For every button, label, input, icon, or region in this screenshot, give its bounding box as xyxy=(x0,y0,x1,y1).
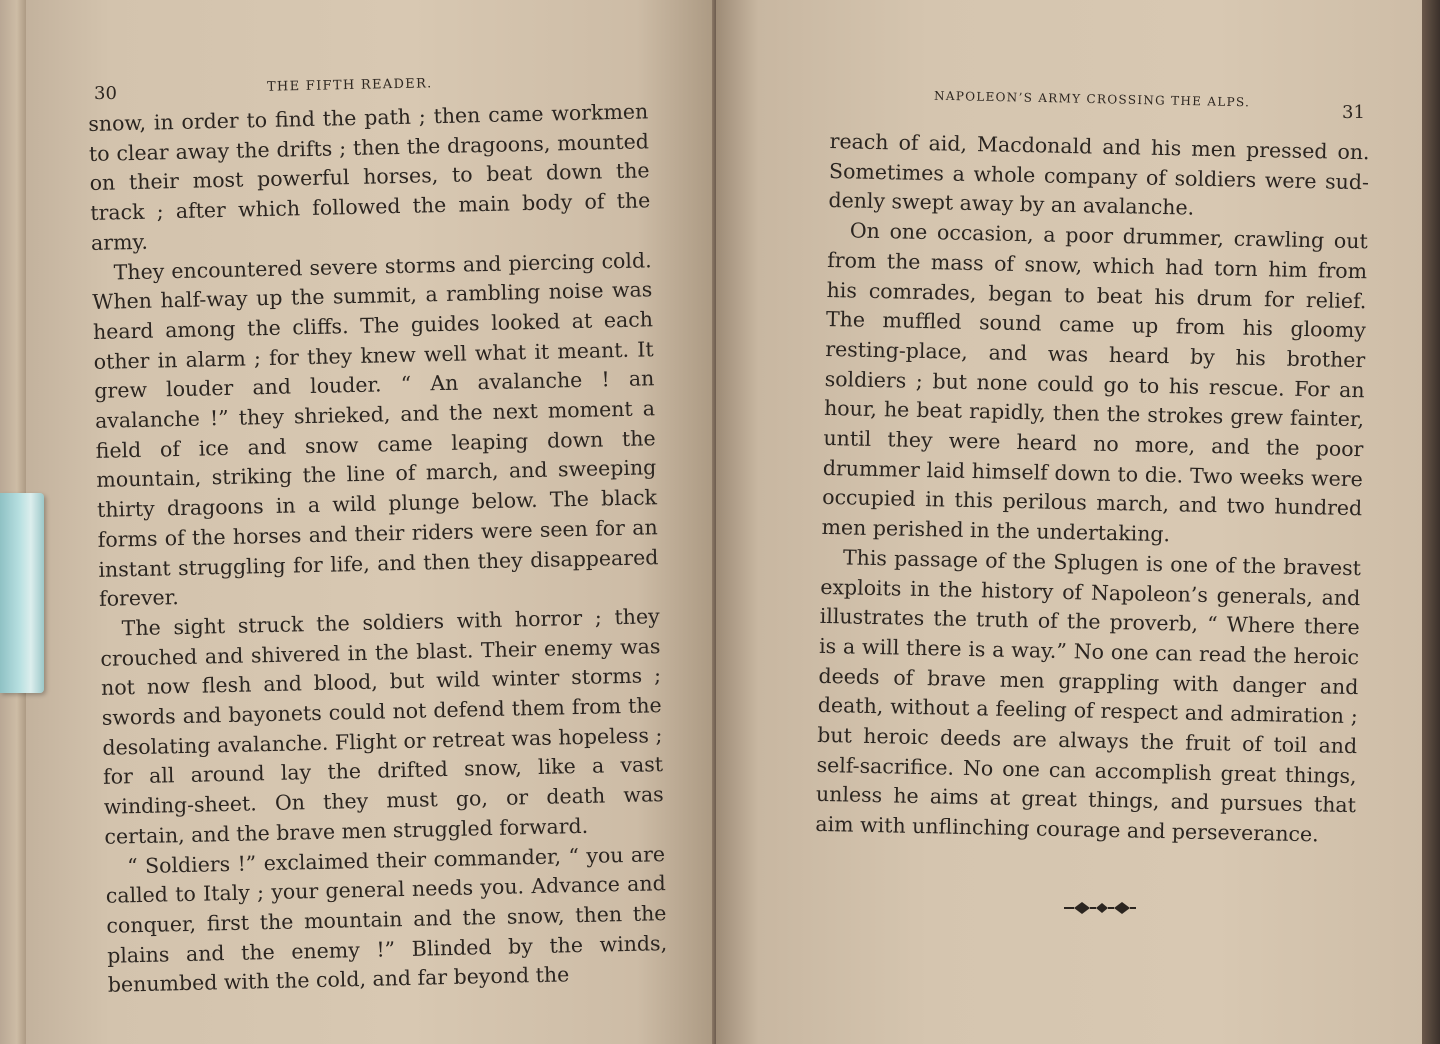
page-number-right: 31 xyxy=(1342,102,1365,123)
paragraph: This passage of the Splugen is one of the bravest exploits in the history of Napoleon’s generals, and illustrates the truth of the proverb, “ Where there is a will there is a way.” No one can read the heroic deeds of brave men grappling with danger and death, without a feeling of respect and admiration ; but heroic deeds are always the fruit of toil and self-sacrifice. No one can accomplish great things, unless he aims at great things, and pursues that aim with unflinching courage and perseverance. xyxy=(815,545,1362,847)
right-page-text xyxy=(815,127,1370,851)
paragraph: The sight struck the soldiers with horror ; they crouched and shivered in the blast. Their enemy was not now flesh and blood, but wild winter storms ; swords and bayonets could not defend them from the desolating avalanche. Flight or retreat was hopeless ; for all around lay the drifted snow, like a vast winding-sheet. On they must go, or death was certain, and the brave men struggled forward. xyxy=(100,604,664,849)
running-head-left: THE FIFTH READER. xyxy=(266,76,433,95)
end-ornament-icon xyxy=(1062,896,1138,920)
paragraph: reach of aid, Macdonald and his men pressed on. Sometimes a whole company of soldiers were suddenly swept away by an avalanche. xyxy=(828,128,1370,221)
paragraph: snow, in order to find the path ; then came workmen to clear away the drifts ; then the dragoons, mounted on their most powerful horses, to beat down the track ; after which followed the main body of the army. xyxy=(88,99,651,255)
paragraph: On one occasion, a poor drummer, crawling out from the mass of snow, which had torn him from his comrades, began to beat his drum for relief. The muffled sound came up from his gloomy resting-place, and was heard by his brother soldiers ; but none could go to his rescue. For an hour, he beat rapidly, then the strokes grew fainter, until they were heard no more, and the poor drummer laid himself down to die. Two weeks were occupied in this perilous march, and two hundred men perished in the undertaking. xyxy=(821,218,1368,547)
left-page xyxy=(26,0,720,1044)
paragraph: They encountered severe storms and piercing cold. When half-way up the summit, a rambling noise was heard among the cliffs. The guides looked at each other in alarm ; for they knew well what it meant. It grew louder and louder. “ An avalanche ! an avalanche !” they shrieked, and the next moment a field of ice and snow came leaping down the mountain, striking the line of march, and sweeping thirty dragoons in a wild plunge below. The black forms of the horses and their riders were seen for an instant struggling for life, and then they disappeared forever. xyxy=(92,247,659,612)
page-number-left: 30 xyxy=(94,83,117,104)
book-cover-right xyxy=(1422,0,1440,1044)
left-page-text xyxy=(88,97,668,1001)
running-head-right: NAPOLEON’S ARMY CROSSING THE ALPS. xyxy=(933,88,1251,110)
right-page xyxy=(716,0,1424,1044)
paragraph: “ Soldiers !” exclaimed their commander, “ you are called to Italy ; your general needs you. Advance and conquer, first the mountain and the snow, then the plains and the enemy !” Blinded by the winds, benumbed with the cold, and far beyond the xyxy=(105,841,668,998)
page-marker-tab xyxy=(0,493,44,693)
